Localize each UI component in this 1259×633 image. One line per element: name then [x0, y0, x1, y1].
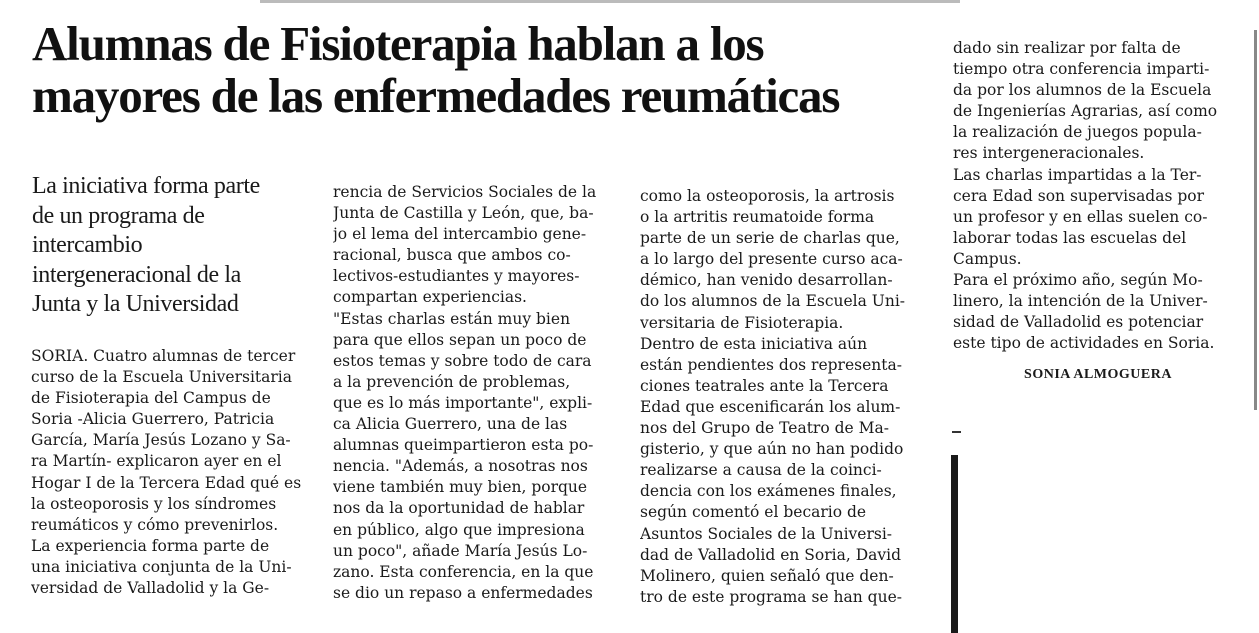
article-text-line: realizarse a causa de la coinci-	[640, 461, 882, 480]
article-text-line: da por los alumnos de la Escuela	[953, 81, 1212, 100]
article-text-line: "Estas charlas están muy bien	[333, 309, 571, 328]
headline	[32, 18, 932, 122]
article-text-line: que es lo más importante", expli-	[333, 393, 593, 412]
article-text-line: un profesor y en ellas suelen co-	[953, 207, 1208, 226]
article-text-line: compartan experiencias.	[333, 288, 527, 307]
article-column-3	[640, 186, 938, 608]
article-text-line: curso de la Escuela Universitaria	[31, 368, 292, 387]
deck-line: de un programa de	[32, 202, 205, 229]
article-text-line: García, María Jesús Lozano y Sa-	[31, 431, 291, 450]
article-text-line: de Fisioterapia del Campus de	[31, 389, 271, 408]
article-text-line: Dentro de esta iniciativa aún	[640, 334, 868, 353]
article-text-line: rencia de Servicios Sociales de la	[333, 183, 597, 201]
article-text-line: a la prevención de problemas,	[333, 372, 571, 391]
article-text-line: como la osteoporosis, la artrosis	[640, 187, 895, 205]
author-byline: SONIA ALMOGUERA	[1024, 367, 1172, 382]
article-text-line: se dio un repaso a enfermedades	[333, 583, 593, 602]
article-text-line: nencia. "Además, a nosotras nos	[333, 457, 588, 476]
article-text-line: la realización de juegos popula-	[953, 123, 1202, 142]
article-text-line: parte de un serie de charlas que,	[640, 229, 900, 248]
article-text-line: una iniciativa conjunta de la Uni-	[31, 557, 292, 576]
article-text-line: viene también muy bien, porque	[333, 478, 588, 497]
article-text-line: jo el lema del intercambio gene-	[333, 225, 587, 244]
article-text-line: o la artritis reumatoide forma	[640, 208, 875, 227]
article-text-line: dencia con los exámenes finales,	[640, 482, 897, 501]
scan-edge-top	[260, 0, 960, 3]
article-column-1	[31, 346, 317, 599]
article-text-line: dado sin realizar por falta de	[953, 39, 1181, 57]
article-text-line: gisterio, y que aún no han podido	[640, 440, 904, 459]
article-column-2	[333, 182, 629, 604]
article-text-line: versitaria de Fisioterapia.	[640, 313, 844, 332]
article-text-line: alumnas queimpartieron esta po-	[333, 436, 594, 455]
column-separator-rule	[951, 455, 958, 633]
article-text-line: dad de Valladolid en Soria, David	[640, 545, 902, 564]
article-text-line: la osteoporosis y los síndromes	[31, 494, 277, 513]
article-text-line: do los alumnos de la Escuela Uni-	[640, 292, 906, 311]
article-text-line: en público, algo que impresiona	[333, 520, 585, 539]
article-text-line: SORIA. Cuatro alumnas de tercer	[31, 347, 296, 365]
deck-line: intercambio	[32, 232, 143, 258]
article-text-line: Las charlas impartidas a la Ter-	[953, 165, 1202, 184]
article-text-line: están pendientes dos representa-	[640, 355, 902, 374]
article-text-line: linero, la intención de la Univer-	[953, 292, 1208, 311]
article-text-line: Molinero, quien señaló que den-	[640, 566, 894, 585]
article-text-line: Asuntos Sociales de la Universi-	[640, 524, 893, 543]
deck-line: Junta y la Universidad	[32, 291, 239, 317]
article-text-line: un poco", añade María Jesús Lo-	[333, 541, 588, 560]
deck-line: La iniciativa forma parte	[32, 173, 260, 199]
margin-tick-mark	[952, 431, 961, 433]
article-text-line: a lo largo del presente curso aca-	[640, 250, 903, 269]
article-text-line: tiempo otra conferencia imparti-	[953, 60, 1210, 79]
article-text-line: Junta de Castilla y León, que, ba-	[333, 204, 594, 223]
article-text-line: ca Alicia Guerrero, una de las	[333, 415, 568, 434]
article-text-line: lectivos-estudiantes y mayores-	[333, 267, 580, 286]
subheadline-deck	[32, 172, 307, 320]
article-text-line: nos del Grupo de Teatro de Ma-	[640, 419, 889, 438]
article-text-line: este tipo de actividades en Soria.	[953, 334, 1215, 353]
article-text-line: Campus.	[953, 249, 1022, 268]
article-text-line: zano. Esta conferencia, en la que	[333, 562, 594, 581]
article-text-line: res intergeneracionales.	[953, 144, 1145, 163]
article-text-line: para que ellos sepan un poco de	[333, 330, 587, 349]
article-text-line: Para el próximo año, según Mo-	[953, 271, 1203, 290]
deck-line: intergeneracional de la	[32, 261, 241, 288]
article-text-line: La experiencia forma parte de	[31, 536, 270, 555]
article-text-line: Soria -Alicia Guerrero, Patricia	[31, 410, 275, 429]
article-text-line: ra Martín- explicaron ayer en el	[31, 452, 282, 471]
article-text-line: tro de este programa se han que-	[640, 587, 902, 606]
article-text-line: sidad de Valladolid es potenciar	[953, 313, 1204, 332]
article-text-line: reumáticos y cómo prevenirlos.	[31, 515, 279, 534]
headline-line: Alumnas de Fisioterapia hablan a los	[32, 16, 764, 71]
article-text-line: racional, busca que ambos co-	[333, 246, 571, 265]
article-text-line: Hogar I de la Tercera Edad qué es	[31, 473, 302, 492]
article-column-4	[953, 38, 1249, 354]
scan-edge-right	[1254, 30, 1257, 410]
article-text-line: versidad de Valladolid y la Ge-	[31, 579, 270, 598]
article-text-line: ciones teatrales ante la Tercera	[640, 376, 889, 395]
article-text-line: cera Edad son supervisadas por	[953, 186, 1205, 205]
article-text-line: laborar todas las escuelas del	[953, 228, 1187, 247]
article-text-line: de Ingenierías Agrarias, así como	[953, 102, 1218, 121]
article-text-line: estos temas y sobre todo de cara	[333, 351, 592, 370]
headline-line: mayores de las enfermedades reumáticas	[32, 68, 840, 123]
article-text-line: Edad que escenificarán los alum-	[640, 397, 901, 416]
article-text-line: démico, han venido desarrollan-	[640, 271, 893, 290]
article-text-line: nos da la oportunidad de hablar	[333, 499, 585, 518]
article-text-line: según comentó el becario de	[640, 503, 867, 522]
